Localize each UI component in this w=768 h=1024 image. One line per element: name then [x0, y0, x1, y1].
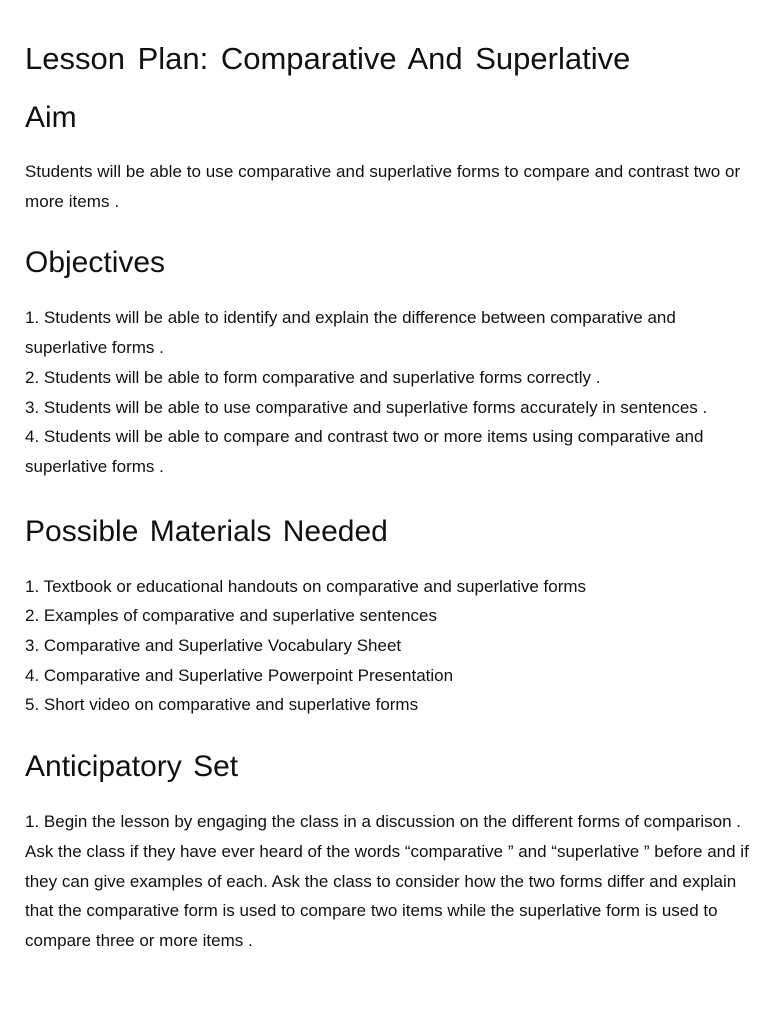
- material-item: 5. Short video on comparative and superlative forms: [25, 695, 419, 715]
- page-title: Lesson Plan: Comparative And Superlative: [25, 41, 631, 76]
- anticipatory-set-list: [25, 807, 749, 956]
- material-item: 4. Comparative and Superlative Powerpoint Presentation: [25, 665, 454, 685]
- anticipatory-item: 1. Begin the lesson by engaging the class in a discussion on the different forms of comparison . Ask the class if they have ever heard of the words “comparative ” and “superlative ” before and if they can give examples of each. Ask the class to consider how the two forms differ and explain that the comparative form is used to compare two items while the superlative form is used to compare three or more items .: [25, 812, 749, 950]
- material-item: 2. Examples of comparative and superlative sentences: [25, 606, 438, 626]
- materials-heading: Possible Materials Needed: [25, 514, 388, 548]
- materials-list: [25, 572, 749, 721]
- objective-item: 1. Students will be able to identify and explain the difference between comparative and superlative forms .: [25, 308, 676, 358]
- anticipatory-set-heading: Anticipatory Set: [25, 750, 239, 784]
- aim-text: Students will be able to use comparative and superlative forms to compare and contrast two or more items .: [25, 162, 741, 211]
- objective-item: 2. Students will be able to form comparative and superlative forms correctly .: [25, 367, 601, 387]
- objectives-list: [25, 303, 749, 481]
- document-page: [25, 0, 749, 956]
- material-item: 1. Textbook or educational handouts on comparative and superlative forms: [25, 576, 587, 596]
- objective-item: 3. Students will be able to use comparative and superlative forms accurately in sentences .: [25, 397, 708, 417]
- material-item: 3. Comparative and Superlative Vocabulary Sheet: [25, 636, 402, 656]
- objective-item: 4. Students will be able to compare and contrast two or more items using comparative and superlative forms .: [25, 427, 704, 476]
- aim-heading: Aim: [25, 101, 77, 134]
- objectives-heading: Objectives: [25, 246, 166, 280]
